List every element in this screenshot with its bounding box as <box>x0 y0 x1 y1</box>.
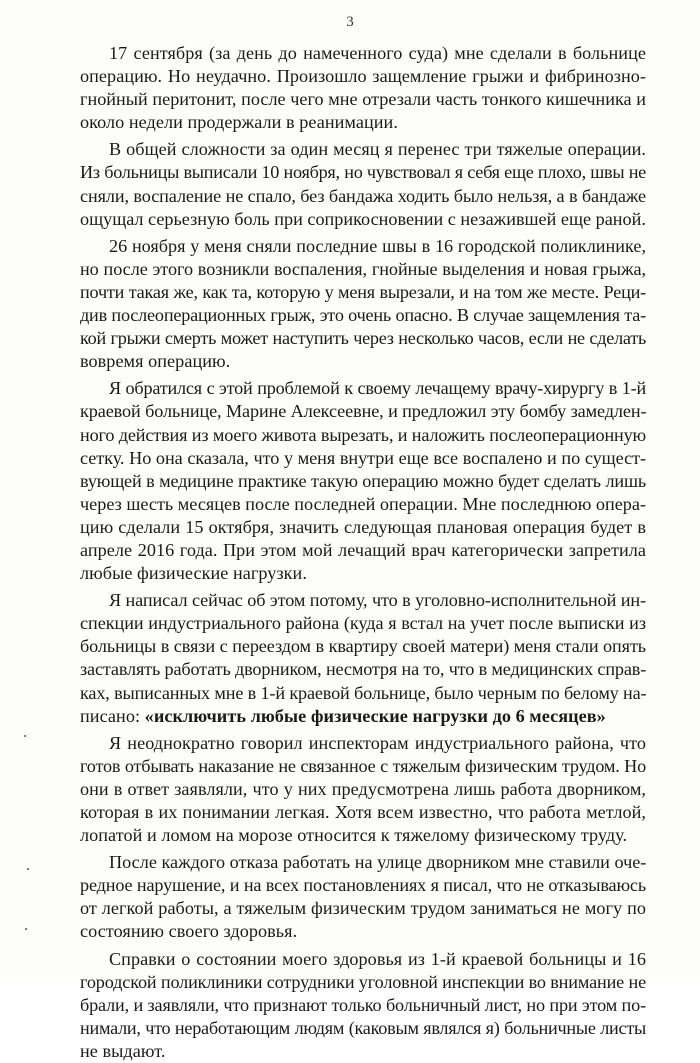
text-line: Справки о состоянии моего здоровья из 1-й краевой больницы и 16 <box>109 948 646 969</box>
text-line: нимали, что неработающим людям (каковым являлся я) больничные листы <box>80 1017 646 1038</box>
paragraph-1 <box>80 42 646 134</box>
text-line: но после этого возникли воспаления, гнойные выделения и новая грыжа, <box>80 258 646 279</box>
text-line: Я обратился с этой проблемой к своему лечащему врачу-хирургу в 1-й <box>109 378 646 399</box>
paragraph-7 <box>80 851 646 943</box>
text-line: они в ответ заявляли, что у них предусмотрена лишь работа дворником, <box>80 778 646 799</box>
text-line-with-emphasis <box>80 705 646 728</box>
text-line: ного действия из моего живота вырезать, и наложить послеоперационную <box>80 424 646 445</box>
text-line: через шесть месяцев после последней операции. Мне последнюю опера- <box>80 493 646 514</box>
paragraph-2 <box>80 138 646 230</box>
text-line: от легкой работы, а тяжелым физическим трудом заниматься не могу по <box>80 898 646 919</box>
text-line: Я неоднократно говорил инспекторам индустриального района, что <box>109 732 646 753</box>
text-line: которая в их понимании легкая. Хотя всем известно, что работа метлой, <box>80 802 646 822</box>
text-line: готов отбывать наказание не связанное с тяжелым физическим трудом. Но <box>80 755 646 776</box>
text-line: любые физические нагрузки. <box>80 563 307 584</box>
text-line: спекции индустриального района (куда я встал на учет после выписки из <box>80 613 646 634</box>
scan-speck <box>25 928 27 930</box>
scan-speck <box>24 735 26 737</box>
text-line: не выдают. <box>80 1040 166 1061</box>
text-fragment: писано: <box>80 705 145 726</box>
scan-speck <box>27 868 29 870</box>
text-line: почти такая же, как та, которую у меня вырезали, и на том же месте. Реци- <box>80 281 646 302</box>
text-line: апреле 2016 года. При этом мой лечащий врач категорически запретила <box>80 539 646 560</box>
text-line: 26 ноября у меня сняли последние швы в 16 городской поликлинике, <box>109 235 646 256</box>
text-line: состоянию своего здоровья. <box>80 921 298 942</box>
paragraph-5 <box>80 589 646 728</box>
text-line: заставлять работать дворником, несмотря на то, что в медицинских справ- <box>80 659 647 680</box>
paragraph-6 <box>80 732 646 847</box>
paragraph-8 <box>80 948 646 1063</box>
paragraph-3 <box>80 235 646 374</box>
text-line: больницы в связи с переездом в квартиру своей матери) меня стали опять <box>80 636 646 657</box>
text-line: В общей сложности за один месяц я перенес три тяжелые операции. <box>109 139 646 160</box>
text-line: вовремя операцию. <box>80 351 231 372</box>
page-number: 3 <box>346 14 354 30</box>
text-line: Из больницы выписали 10 ноября, но чувствовал я себя еще плохо, швы не <box>80 162 646 183</box>
text-line: городской поликлиники сотрудники уголовной инспекции во внимание не <box>80 971 646 992</box>
text-line: После каждого отказа работать на улице дворником мне ставили оче- <box>109 852 647 873</box>
text-line: краевой больнице, Марине Алексеевне, и предложил эту бомбу замедлен- <box>80 401 647 422</box>
text-line: ках, выписанных мне в 1-й краевой больнице, было черным по белому на- <box>80 682 647 703</box>
text-line: операцию. Но неудачно. Произошло защемление грыжи и фибринозно- <box>80 66 646 87</box>
text-line: цию сделали 15 октября, значить следующая плановая операция будет в <box>80 516 646 537</box>
text-line: около недели продержали в реанимации. <box>80 112 398 133</box>
emphasized-quote: «исключить любые физические нагрузки до 6 месяцев» <box>144 705 606 726</box>
text-line: ощущал серьезную боль при соприкосновении с незажившей еще раной. <box>80 208 646 229</box>
text-line: див послеоперационных грыж, это очень опасно. В случае защемления та- <box>80 305 646 326</box>
document-body <box>80 42 646 1063</box>
text-line: гнойный перитонит, после чего мне отрезали часть тонкого кишечника и <box>80 89 646 110</box>
text-line: сняли, воспаление не спало, без бандажа ходить было нельзя, а в бандаже <box>80 185 646 206</box>
text-line: кой грыжи смерть может наступить через несколько часов, если не сделать <box>80 328 646 349</box>
text-line: Я написал сейчас об этом потому, что в уголовно-исполнительной ин- <box>109 590 646 611</box>
text-line: редное нарушение, и на всех постановлениях я писал, что не отказываюсь <box>80 875 646 896</box>
text-line: лопатой и ломом на морозе относится к тяжелому физическому труду. <box>80 825 628 846</box>
text-line: брали, и заявляли, что признают только больничный лист, но при этом по- <box>80 994 646 1015</box>
text-line: вующей в медицине практике такую операцию можно будет сделать лишь <box>80 470 646 491</box>
text-line: сетку. Но она сказала, что у меня внутри еще все воспалено и по сущест- <box>80 447 646 468</box>
text-line: 17 сентября (за день до намеченного суда) мне сделали в больнице <box>109 43 646 63</box>
paragraph-4 <box>80 377 646 585</box>
